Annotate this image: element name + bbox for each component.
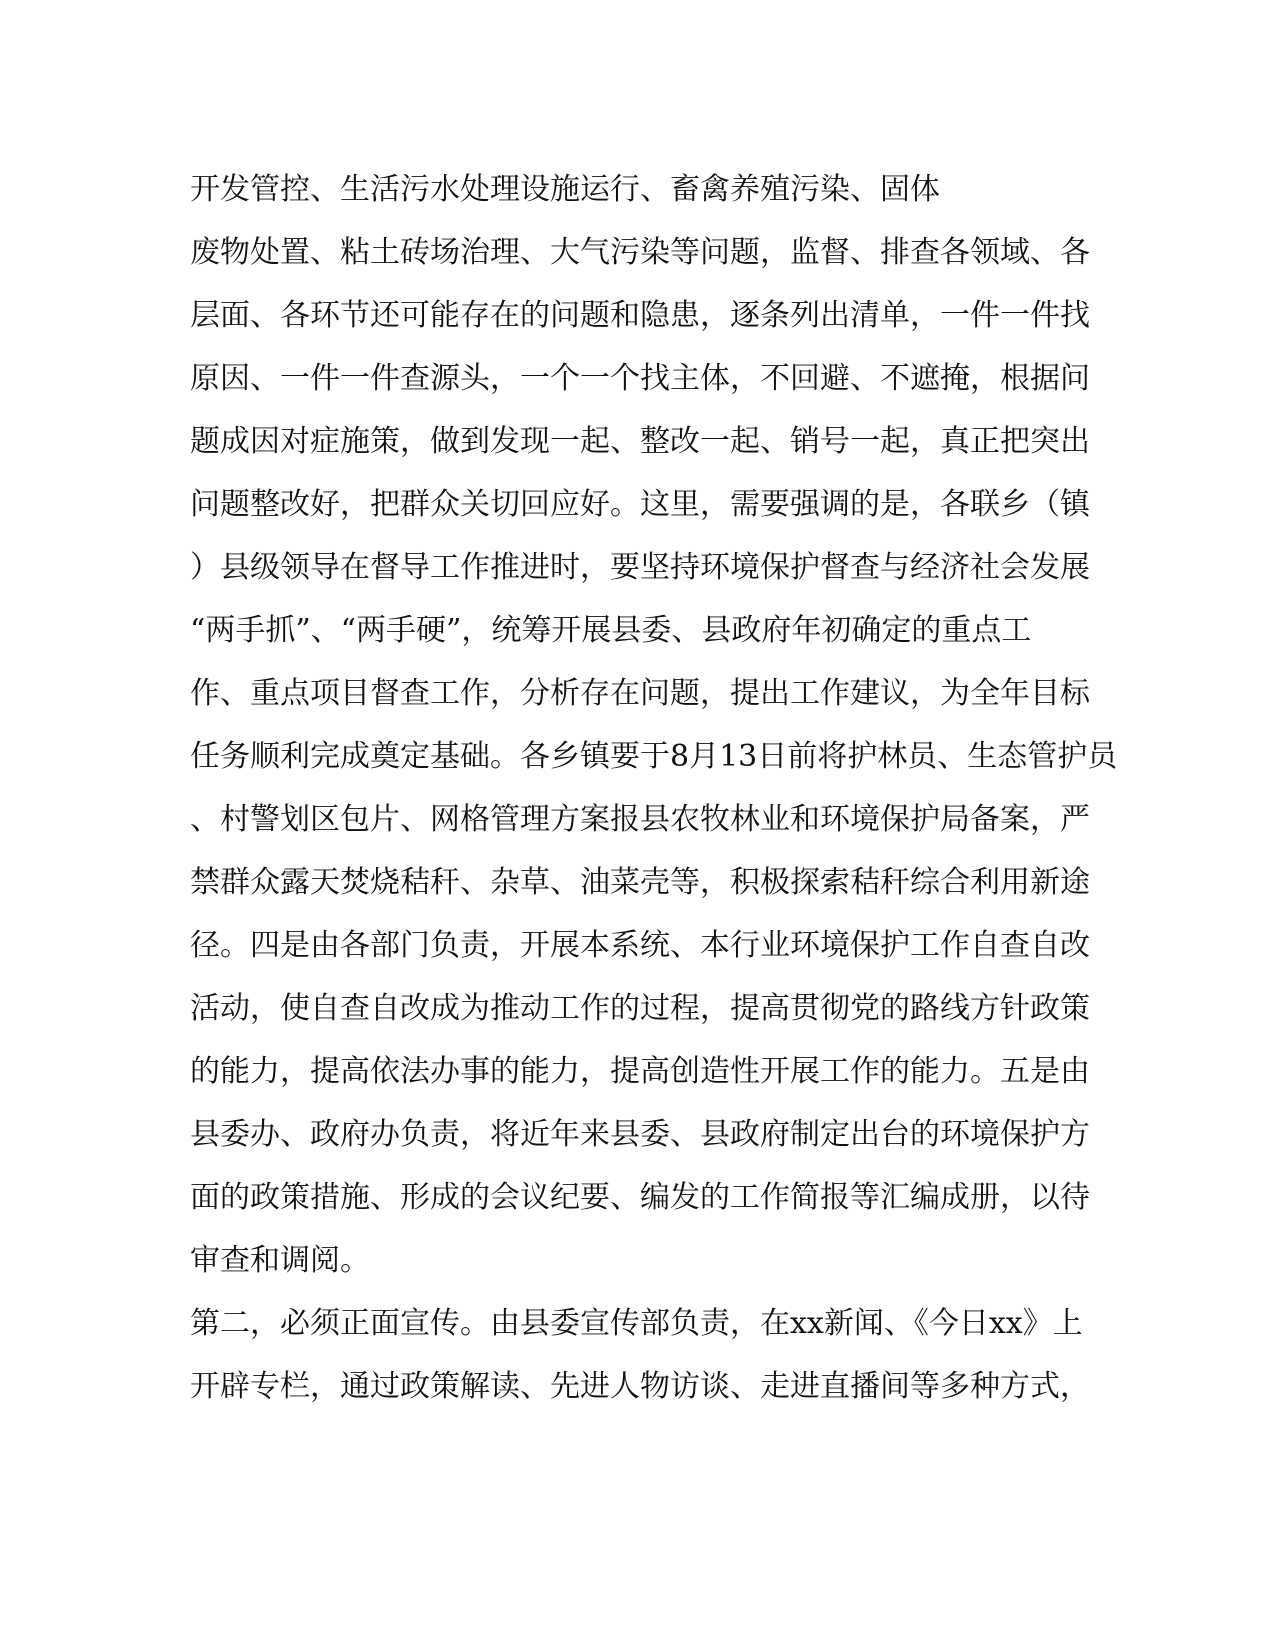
text-line: ）县级领导在督导工作推进时，要坚持环境保护督查与经济社会发展 <box>190 550 1090 585</box>
text-line: 开辟专栏，通过政策解读、先进人物访谈、走进直播间等多种方式， <box>190 1369 1090 1404</box>
text-line: 第二，必须正面宣传。由县委宣传部负责，在xx新闻、《今日xx》上 <box>190 1306 1083 1341</box>
text-line: 、村警划区包片、网格管理方案报县农牧林业和环境保护局备案，严 <box>190 802 1090 837</box>
text-line: 废物处置、粘土砖场治理、大气污染等问题，监督、排查各领域、各 <box>190 235 1090 270</box>
text-line: 面的政策措施、形成的会议纪要、编发的工作简报等汇编成册，以待 <box>190 1180 1090 1215</box>
text-line: 活动，使自查自改成为推动工作的过程，提高贯彻党的路线方针政策 <box>190 991 1090 1026</box>
text-line: 原因、一件一件查源头，一个一个找主体，不回避、不遮掩，根据问 <box>190 361 1090 396</box>
text-line: 的能力，提高依法办事的能力，提高创造性开展工作的能力。五是由 <box>190 1054 1090 1089</box>
text-line: 问题整改好，把群众关切回应好。这里，需要强调的是，各联乡（镇 <box>190 487 1090 522</box>
text-line: 题成因对症施策，做到发现一起、整改一起、销号一起，真正把突出 <box>190 424 1090 459</box>
text-line: 层面、各环节还可能存在的问题和隐患，逐条列出清单，一件一件找 <box>190 298 1090 333</box>
text-line: 县委办、政府办负责，将近年来县委、县政府制定出台的环境保护方 <box>190 1117 1090 1152</box>
text-line: 作、重点项目督查工作，分析存在问题，提出工作建议，为全年目标 <box>190 676 1090 711</box>
text-line: 审查和调阅。 <box>190 1243 370 1278</box>
text-line: “两手抓”、“两手硬”，统筹开展县委、县政府年初确定的重点工 <box>190 613 1032 648</box>
text-line: 径。四是由各部门负责，开展本系统、本行业环境保护工作自查自改 <box>190 928 1090 963</box>
text-line: 任务顺利完成奠定基础。各乡镇要于8月13日前将护林员、生态管护员 <box>190 739 1118 774</box>
text-line: 开发管控、生活污水处理设施运行、畜禽养殖污染、固体 <box>190 172 940 207</box>
text-line: 禁群众露天焚烧秸秆、杂草、油菜壳等，积极探索秸秆综合利用新途 <box>190 865 1090 900</box>
